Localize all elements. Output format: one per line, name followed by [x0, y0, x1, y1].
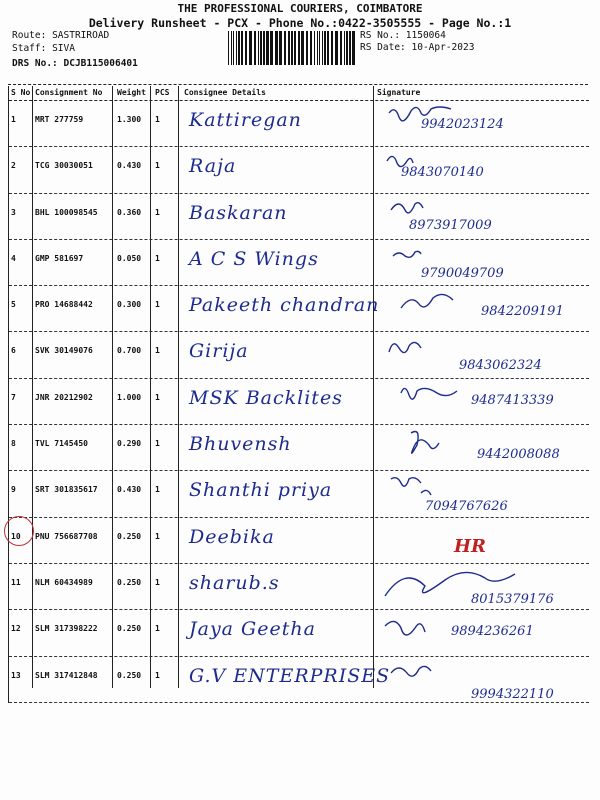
table-row: [9, 194, 589, 240]
col-sno: S No: [11, 88, 31, 97]
row-consignee-name: Baskaran: [189, 201, 288, 224]
barcode-bar: [352, 31, 355, 65]
table-row: [9, 564, 589, 610]
row-receiver-phone: 9442008088: [477, 447, 560, 463]
row-sno: 11: [11, 577, 21, 587]
column-divider: [112, 86, 113, 688]
row-consignee-name: G.V ENTERPRISES: [189, 664, 391, 687]
staff-value: SIVA: [52, 43, 75, 54]
row-sno: 3: [11, 207, 16, 217]
barcode-bar: [314, 31, 315, 65]
row-weight: 0.430: [117, 161, 142, 171]
table-row: [9, 286, 589, 332]
row-consignment-no: TCG 30030051: [35, 161, 93, 171]
row-weight: 0.250: [117, 670, 142, 680]
row-weight: 0.430: [117, 485, 142, 495]
barcode-bar: [327, 31, 329, 65]
barcode-bar: [301, 31, 304, 65]
row-receiver-phone: 9843062324: [459, 358, 542, 374]
barcode-bar: [231, 31, 232, 65]
table-row: [9, 425, 589, 471]
column-divider: [178, 86, 179, 688]
barcode-bar: [324, 31, 326, 65]
row-weight: 0.250: [117, 577, 142, 587]
row-sno: 1: [11, 115, 16, 124]
row-consignment-no: TVL 7145450: [35, 439, 88, 449]
route-value: SASTRIROAD: [52, 30, 110, 41]
barcode-bar: [331, 31, 333, 65]
col-consignee: Consignee Details: [184, 88, 266, 97]
row-consignment-no: SVK 30149076: [35, 346, 93, 356]
barcode-bar: [260, 31, 262, 65]
row-pcs: 1: [155, 392, 160, 402]
row-weight: 1.000: [117, 392, 142, 402]
barcode-bar: [249, 31, 252, 65]
barcode-bar: [284, 31, 286, 65]
barcode-bar: [275, 31, 278, 65]
barcode: [228, 31, 356, 65]
rs-no-value: 1150064: [405, 30, 446, 41]
row-sno: 6: [11, 346, 16, 356]
staff-line: [12, 43, 75, 54]
row-receiver-phone: 9487413339: [471, 392, 554, 408]
row-consignment-no: NLM 60434989: [35, 577, 93, 587]
table-row: [9, 332, 589, 378]
barcode-bar: [228, 31, 229, 65]
col-pcs: PCS: [155, 88, 170, 97]
rs-date-value: 10-Apr-2023: [411, 42, 475, 53]
row-pcs: 1: [155, 161, 160, 171]
row-pcs: 1: [155, 670, 160, 680]
barcode-bar: [236, 31, 237, 65]
table-row: [9, 610, 589, 656]
row-consignee-name: Deebika: [189, 525, 275, 548]
row-consignee-name: Kattiregan: [189, 109, 302, 131]
drs-line: [12, 58, 138, 69]
row-weight: 0.290: [117, 439, 142, 449]
row-consignee-name: A C S Wings: [189, 247, 319, 270]
runsheet-table: [8, 86, 589, 703]
row-pcs: 1: [155, 115, 160, 124]
rs-no-line: [360, 30, 446, 41]
drs-label: DRS No.:: [12, 58, 58, 69]
row-consignment-no: SLM 317412848: [35, 670, 98, 680]
row-receiver-phone: 8973917009: [409, 217, 492, 233]
barcode-bar: [233, 31, 234, 65]
barcode-bar: [294, 31, 296, 65]
barcode-bar: [335, 31, 338, 65]
barcode-bar: [241, 31, 243, 65]
row-consignee-name: Shanthi priya: [189, 479, 333, 502]
column-divider: [150, 86, 151, 688]
row-pcs: 1: [155, 439, 160, 449]
barcode-bar: [291, 31, 293, 65]
row-consignment-no: SLM 317398222: [35, 624, 98, 634]
runsheet-subtitle: Delivery Runsheet - PCX - Phone No.:0422-3505555 - Page No.:1: [88, 16, 512, 30]
row-weight: 0.700: [117, 346, 142, 356]
row-consignment-no: GMP 581697: [35, 253, 84, 263]
drs-value: DCJB115006401: [63, 58, 138, 69]
rs-date-line: [360, 42, 474, 53]
row-receiver-phone: 9842209191: [481, 304, 564, 320]
header-divider: [8, 84, 588, 85]
row-consignee-name: Bhuvensh: [189, 433, 292, 456]
route-label: Route:: [12, 30, 47, 41]
row-pcs: 1: [155, 531, 160, 541]
table-row: [9, 379, 589, 425]
row-receiver-phone: 7094767626: [425, 499, 508, 515]
barcode-bar: [270, 31, 273, 65]
row-weight: 0.050: [117, 253, 142, 263]
table-row: [9, 657, 589, 703]
rs-date-label: RS Date:: [360, 42, 406, 53]
row-consignee-name: Pakeeth chandran: [189, 294, 380, 317]
table-row: [9, 101, 589, 147]
col-consignment: Consignment No: [35, 88, 103, 97]
row-sno: 4: [11, 253, 16, 263]
row-pcs: 1: [155, 346, 160, 356]
row-sno: 7: [11, 392, 16, 402]
row-receiver-phone: 9894236261: [451, 624, 534, 640]
row-consignment-no: PRO 14688442: [35, 300, 93, 310]
row-sno: 9: [11, 485, 16, 495]
barcode-bar: [340, 31, 342, 65]
row-weight: 0.250: [117, 624, 142, 634]
row-pcs: 1: [155, 207, 160, 217]
row-weight: 0.360: [117, 207, 142, 217]
row-consignee-name: Jaya Geetha: [189, 618, 316, 641]
row-pcs: 1: [155, 253, 160, 263]
row-consignment-no: PNU 756687708: [35, 531, 98, 541]
row-receiver-phone: 9942023124: [421, 117, 504, 132]
row-sno: 2: [11, 161, 16, 171]
barcode-bar: [263, 31, 265, 65]
row-sno: 5: [11, 300, 16, 310]
row-consignment-no: JNR 20212902: [35, 392, 93, 402]
barcode-bar: [245, 31, 247, 65]
route-line: [12, 30, 109, 41]
barcode-bar: [266, 31, 269, 65]
row-consignee-name: sharub.s: [189, 571, 280, 594]
barcode-bar: [288, 31, 290, 65]
staff-label: Staff:: [12, 43, 47, 54]
row-receiver-phone: 9790049709: [421, 265, 504, 281]
barcode-bar: [310, 31, 312, 65]
barcode-bar: [349, 31, 351, 65]
row-sno: 8: [11, 439, 16, 449]
table-header: [9, 86, 589, 101]
row-pcs: 1: [155, 624, 160, 634]
row-consignment-no: BHL 100098545: [35, 207, 98, 217]
row-pcs: 1: [155, 485, 160, 495]
barcode-bar: [306, 31, 308, 65]
row-consignee-name: Girija: [189, 340, 249, 363]
row-weight: 0.250: [117, 531, 142, 541]
runsheet-title: THE PROFESSIONAL COURIERS, COIMBATORE: [177, 2, 423, 15]
row-sno: 13: [11, 670, 21, 680]
barcode-bar: [254, 31, 256, 65]
column-divider: [32, 86, 33, 688]
row-consignment-no: MRT 277759: [35, 115, 84, 124]
table-row: [9, 471, 589, 517]
barcode-bar: [346, 31, 348, 65]
barcode-bar: [258, 31, 259, 65]
barcode-bar: [344, 31, 345, 65]
row-10-hr-mark: HR: [454, 536, 486, 557]
barcode-bar: [238, 31, 240, 65]
table-row: [9, 240, 589, 286]
row-pcs: 1: [155, 577, 160, 587]
row-weight: 0.300: [117, 300, 142, 310]
table-row: [9, 147, 589, 193]
barcode-bar: [322, 31, 323, 65]
barcode-bar: [298, 31, 300, 65]
barcode-bar: [319, 31, 320, 65]
row-sno: 10: [11, 531, 21, 541]
row-receiver-phone: 9843070140: [401, 165, 484, 181]
row-consignee-name: MSK Backlites: [189, 386, 343, 409]
barcode-bar: [317, 31, 318, 65]
col-signature: Signature: [377, 88, 421, 97]
row-10-circle-mark: [4, 516, 34, 546]
row-consignment-no: SRT 301835617: [35, 485, 98, 495]
row-sno: 12: [11, 624, 21, 634]
rs-no-label: RS No.:: [360, 30, 401, 41]
row-pcs: 1: [155, 300, 160, 310]
row-weight: 1.300: [117, 115, 142, 124]
row-consignee-name: Raja: [189, 155, 237, 178]
table-row: [9, 518, 589, 564]
barcode-bar: [279, 31, 282, 65]
row-receiver-phone: 9994322110: [471, 686, 554, 702]
col-weight: Weight: [117, 88, 146, 97]
row-receiver-phone: 8015379176: [471, 591, 554, 607]
column-divider: [373, 86, 374, 688]
